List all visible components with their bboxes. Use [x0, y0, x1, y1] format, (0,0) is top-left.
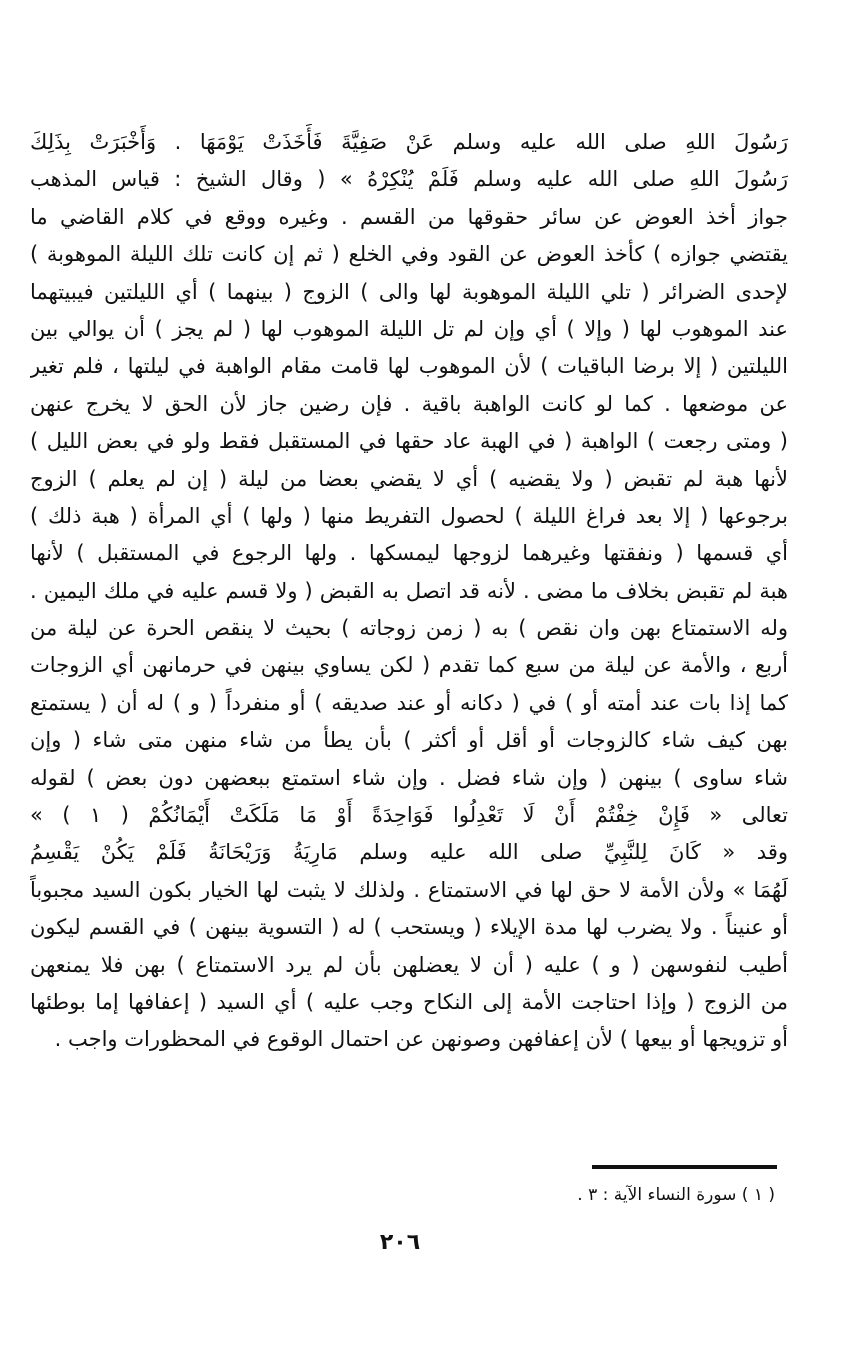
text-line: لَهُمَا » ولأن الأمة لا حق لها في الاستمتاع . ولذلك لا يثبت لها الخيار بكون السيد مجبوباً: [30, 877, 788, 902]
text-line: يقتضي جوازه ) كأخذ العوض عن القود وفي الخلع ( ثم إن كانت تلك الليلة الموهوبة ): [30, 242, 788, 267]
text-line: أطيب لنفوسهن ( و ) عليه ( أن لا يعضلهن بأن لم يرد الاستمتاع ) بهن فلا يمنعهن: [30, 952, 788, 977]
text-line: وله الاستمتاع بهن وان نقص ) به ( زمن زوجاته ) بحيث لا ينقص الحرة عن ليلة من: [30, 616, 788, 641]
text-line: تعالى « فَإِنْ خِفْتُمْ أَنْ لَا تَعْدِلُوا فَوَاحِدَةً أَوْ مَا مَلَكَتْ أَيْمَانُكُمْ ( ١ ) »: [30, 803, 788, 828]
text-line: لأنها هبة لم تقبض ( ولا يقضيه ) أي لا يقضي بعضا من ليلة ( إن لم يعلم ) الزوج: [30, 466, 788, 491]
text-line: لإحدى الضرائر ( تلي الليلة الموهوبة لها والى ) الزوج ( بينهما ) أي الليلتين فيبيتهما: [30, 279, 788, 304]
text-line: ( ومتى رجعت ) الواهبة ( في الهبة عاد حقها في المستقبل فقط ولو في بعض الليل ): [30, 429, 788, 454]
text-line: جواز أخذ العوض عن سائر حقوقها من القسم . وغيره ووقع في كلام القاضي ما: [30, 204, 788, 229]
text-line: شاء ساوى ) بينهن ( وإن شاء فضل . وإن شاء استمتع ببعضهن دون بعض ) لقوله: [30, 765, 788, 790]
text-line: بهن كيف شاء كالزوجات أو أقل أو أكثر ) بأن يطأ من شاء منهن متى شاء ( وإن: [30, 728, 788, 753]
text-line: أو عنيناً . ولا يضرب لها مدة الإيلاء ( ويستحب ) له ( التسوية بينهن ) في القسم ليكون: [30, 915, 788, 940]
text-line: رَسُولَ اللهِ صلى الله عليه وسلم عَنْ صَفِيَّةَ فَأَخَذَتْ يَوْمَهَا . وَأَخْبَرَتْ بِذَلِكَ: [30, 130, 788, 154]
footnote: ( ١ ) سورة النساء الآية : ٣ .: [577, 1185, 775, 1205]
text-line: هبة لم تقبض بخلاف ما مضى . لأنه قد اتصل به القبض ( ولا قسم عليه في ملك اليمين .: [30, 578, 788, 603]
text-line: أو تزويجها أو بيعها ) لأن إعفافهن وصونهن عن احتمال الوقوع في المحظورات واجب .: [54, 1027, 788, 1052]
text-line: كما إذا بات عند أمته أو ) في ( دكانه أو عند صديقه ) أو منفرداً ( و ) له أن ( يستمتع: [30, 690, 788, 715]
text-line: رَسُولَ اللهِ صلى الله عليه وسلم فَلَمْ يُنْكِرْهُ » ( وقال الشيخ : قياس المذهب: [30, 167, 788, 192]
text-line: عند الموهوب لها ( وإلا ) أي وإن لم تل الليلة الموهوب لها ( لم يجز ) أن يوالي بين: [30, 316, 788, 341]
text-line: أربع ، والأمة عن ليلة من سبع كما تقدم ( لكن يساوي بينهن في حرمانهن أي الزوجات: [30, 653, 788, 678]
text-line: وقد « كَانَ لِلنَّبِيِّ صلى الله عليه وسلم مَارِيَةُ وَرَيْحَانَةُ فَلَمْ يَكُنْ يَقْسِمُ: [30, 840, 788, 865]
page-number: ٢٠٦: [379, 1230, 421, 1255]
body-text: [30, 124, 788, 1059]
text-line: برجوعها ( إلا بعد فراغ الليلة ) لحصول التفريط منها ( ولها ) أي المرأة ( هبة ذلك ): [30, 503, 788, 528]
text-line: الليلتين ( إلا برضا الباقيات ) لأن الموهوب لها قامت مقام الواهبة في ليلتها ، فلم تغير: [30, 354, 788, 379]
text-line: عن موضعها . كما لو كانت الواهبة باقية . فإن رضين جاز لأن الحق لا يخرج عنهن: [30, 391, 788, 416]
footnote-divider: [592, 1165, 777, 1169]
text-line: أي قسمها ( ونفقتها وغيرهما لزوجها ليمسكها . ولها الرجوع في المستقبل ) لأنها: [30, 541, 788, 566]
text-line: من الزوج ( وإذا احتاجت الأمة إلى النكاح وجب عليه ) أي السيد ( إعفافها إما بوطئها: [30, 989, 788, 1014]
